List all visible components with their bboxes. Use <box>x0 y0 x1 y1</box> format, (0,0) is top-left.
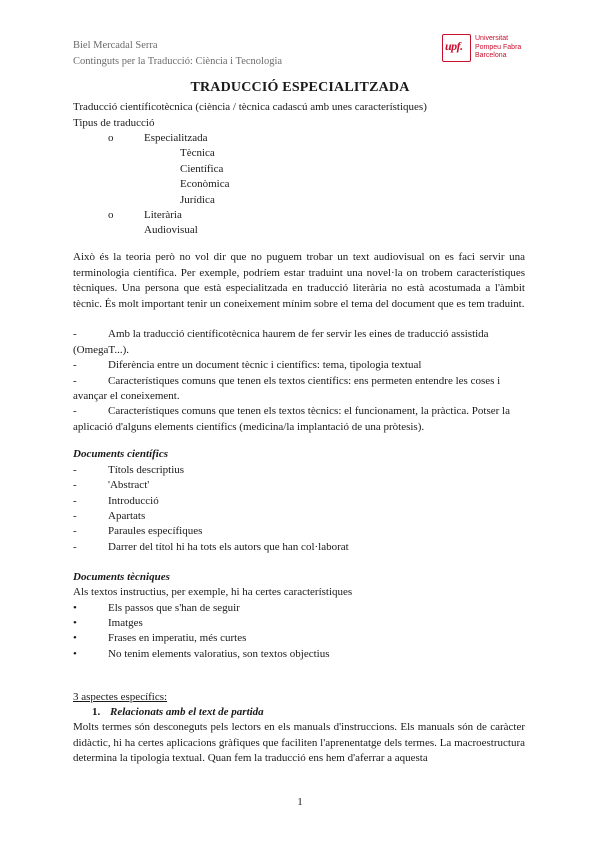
dash-mark: - <box>73 479 77 491</box>
paragraph-theory: Això és la teoria però no vol dir que no puguem trobar un text audiovisual on es faci servir una terminologia científica. Per exemple, podríem estar traduint una novel·la on trobem característiques tècniques. Una persona que està especialitzada en traducció literària no està acostumada a l'àmbit tècnic. És molt important tenir un coneixement mínim sobre el tema del document que es tem traduint. <box>73 251 525 310</box>
technical-item: No tenim elements valoratius, son textos objectius <box>108 648 330 660</box>
page-title: TRADUCCIÓ ESPECIALITZADA <box>190 80 410 95</box>
heading-technical: Documents tècniques <box>73 571 170 583</box>
dash-item-3-cont: avançar el coneixement. <box>73 390 180 402</box>
dash-item-2: Diferència entre un document tècnic i científics: tema, tipologia textual <box>108 359 422 371</box>
dash-mark: - <box>73 541 77 553</box>
heading-aspects: 3 aspectes específics: <box>73 691 168 703</box>
paragraph-aspects: Molts termes són desconeguts pels lectors en els manuals d'instruccions. Els manuals són de caràcter didàctic, hi ha certes aplicacions gràfiques que faciliten l'aprenentatge dels termes. La macroestructura determina la tipologia textual. Quan fem la traducció ens hem d'aferrar a aquesta <box>73 721 525 765</box>
dash-item-1: Amb la traducció científicotècnica haurem de fer servir les eines de traducció assistida <box>108 328 489 340</box>
subtype-item: Tècnica <box>180 147 215 159</box>
technical-item: Frases en imperatiu, més curtes <box>108 632 247 644</box>
header-author: Biel Mercadal Serra <box>73 40 158 51</box>
scientific-item: Paraules específiques <box>108 525 203 537</box>
bullet-o: o <box>108 209 114 221</box>
bullet-mark: • <box>73 632 77 644</box>
dash-mark: - <box>73 328 77 340</box>
bullet-mark: • <box>73 602 77 614</box>
dash-item-4-cont: aplicació d'alguns elements científics (medicina/la implantació de una pròtesis). <box>73 421 425 433</box>
scientific-item: 'Abstract' <box>108 479 150 491</box>
dash-mark: - <box>73 525 77 537</box>
dash-mark: - <box>73 375 77 387</box>
type-specialized: Especialitzada <box>144 132 208 144</box>
bullet-mark: • <box>73 617 77 629</box>
intro-line-1: Traducció científicotècnica (ciència / tècnica cadascú amb unes característiques) <box>73 101 427 113</box>
scientific-item: Darrer del títol hi ha tots els autors que han col·laborat <box>108 541 349 553</box>
bullet-o: o <box>108 132 114 144</box>
technical-intro: Als textos instructius, per exemple, hi ha certes característiques <box>73 586 353 598</box>
upf-logo-text: Universitat Pompeu Fabra Barcelona <box>475 35 522 59</box>
aspect-item-1: Relacionats amb el text de partida <box>110 706 264 718</box>
dash-mark: - <box>73 510 77 522</box>
intro-line-2: Tipus de traducció <box>73 117 155 129</box>
dash-item-4: Característiques comuns que tenen els textos tècnics: el funcionament, la pràctica. Potser la <box>108 405 510 417</box>
type-audiovisual: Audiovisual <box>144 224 198 236</box>
dash-item-1-cont: (OmegaT...). <box>73 344 129 356</box>
upf-logo-mark: upf. <box>442 34 471 62</box>
dash-mark: - <box>73 359 77 371</box>
technical-item: Imatges <box>108 617 143 629</box>
page-header <box>73 38 282 70</box>
subtype-item: Econòmica <box>180 178 230 190</box>
subtype-item: Jurídica <box>180 194 215 206</box>
scientific-item: Títols descriptius <box>108 464 185 476</box>
scientific-item: Introducció <box>108 495 159 507</box>
numbered-mark: 1. <box>92 706 101 718</box>
page-number: 1 <box>297 796 303 808</box>
header-course: Continguts per la Traducció: Ciència i Tecnologia <box>73 56 283 67</box>
scientific-item: Apartats <box>108 510 146 522</box>
dash-mark: - <box>73 464 77 476</box>
upf-logo <box>442 34 532 64</box>
subtype-item: Científica <box>180 163 224 175</box>
type-literary: Literària <box>144 209 182 221</box>
dash-item-3: Característiques comuns que tenen els textos científics: ens permeten entendre les coses i <box>108 375 501 387</box>
heading-scientific: Documents científics <box>73 448 169 460</box>
dash-mark: - <box>73 495 77 507</box>
dash-mark: - <box>73 405 77 417</box>
bullet-mark: • <box>73 648 77 660</box>
technical-item: Els passos que s'han de seguir <box>108 602 240 614</box>
